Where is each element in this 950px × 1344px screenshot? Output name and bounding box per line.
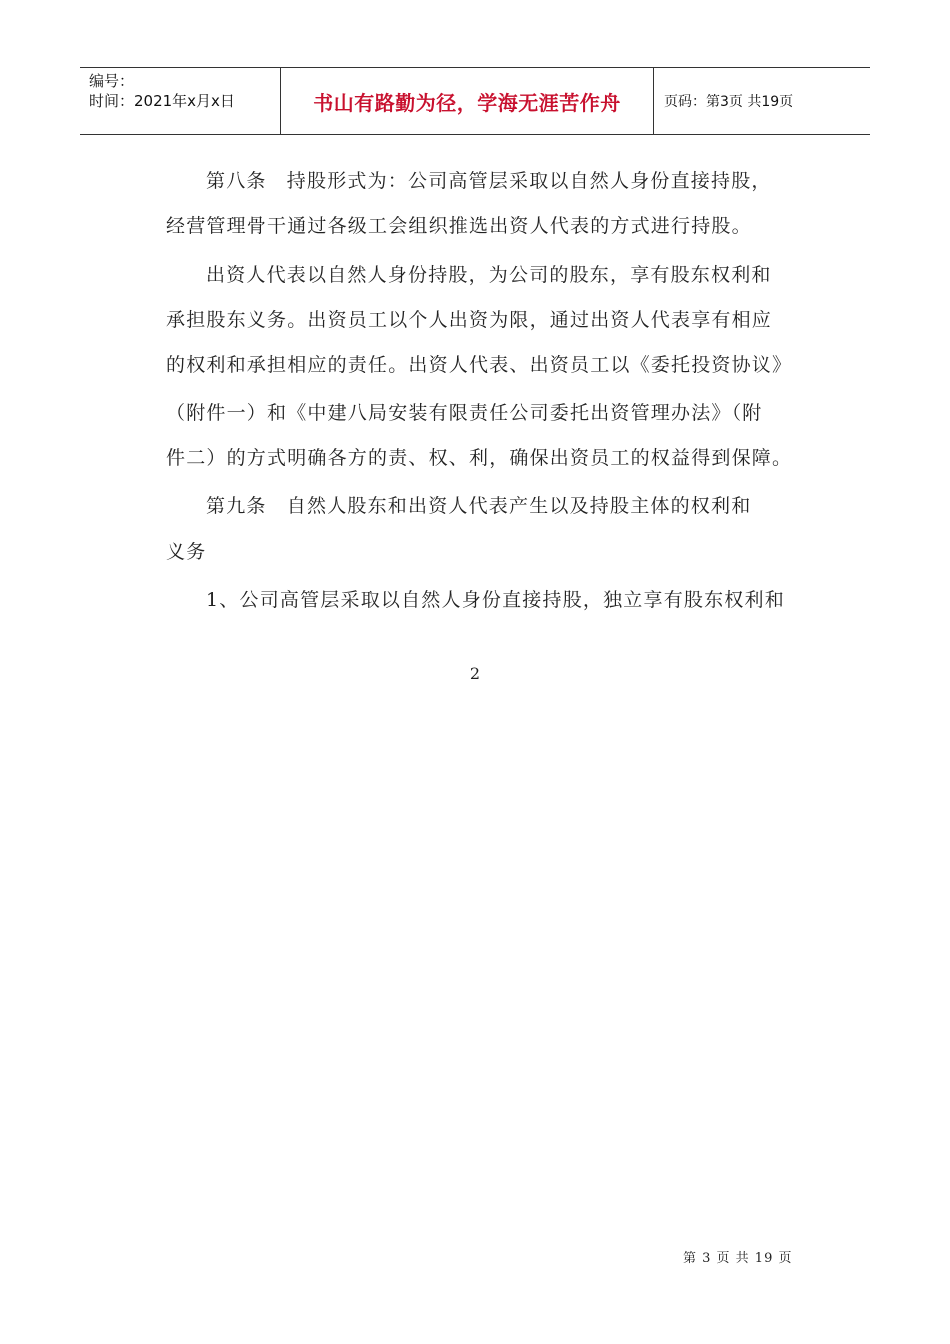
page-number: 2 xyxy=(469,664,481,683)
header-page-info: 页码：第3页 共19页 xyxy=(664,94,794,110)
paragraph-line-6: （附件一）和《中建八局安装有限责任公司委托出资管理办法》（附 xyxy=(166,402,763,424)
paragraph-line-3: 出资人代表以自然人身份持股，为公司的股东，享有股东权利和 xyxy=(206,264,772,286)
paragraph-line-4: 承担股东义务。出资员工以个人出资为限，通过出资人代表享有相应 xyxy=(166,309,773,331)
article-8-line-2: 经营管理骨干通过各级工会组织推选出资人代表的方式进行持股。 xyxy=(166,215,752,237)
article-9-line-1: 第九条 自然人股东和出资人代表产生以及持股主体的权利和 xyxy=(206,495,752,517)
document-number-label: 编号： xyxy=(89,72,135,90)
header-meta-cell xyxy=(80,68,281,134)
article-9-line-2: 义务 xyxy=(166,541,207,563)
document-header xyxy=(80,67,870,135)
header-page-cell xyxy=(654,68,870,134)
paragraph-line-5: 的权利和承担相应的责任。出资人代表、出资员工以《委托投资协议》 xyxy=(166,354,793,376)
document-date: 时间：2021年x月x日 xyxy=(89,92,235,110)
article-8-line-1: 第八条 持股形式为：公司高管层采取以自然人身份直接持股， xyxy=(206,170,772,192)
header-motto: 书山有路勤为径，学海无涯苦作舟 xyxy=(313,90,621,115)
header-motto-cell xyxy=(281,68,654,134)
page-footer: 第 3 页 共 19 页 xyxy=(683,1251,793,1266)
paragraph-line-7: 件二）的方式明确各方的责、权、利，确保出资员工的权益得到保障。 xyxy=(166,447,793,469)
clause-1-line: 1、公司高管层采取以自然人身份直接持股，独立享有股东权利和 xyxy=(206,589,785,611)
